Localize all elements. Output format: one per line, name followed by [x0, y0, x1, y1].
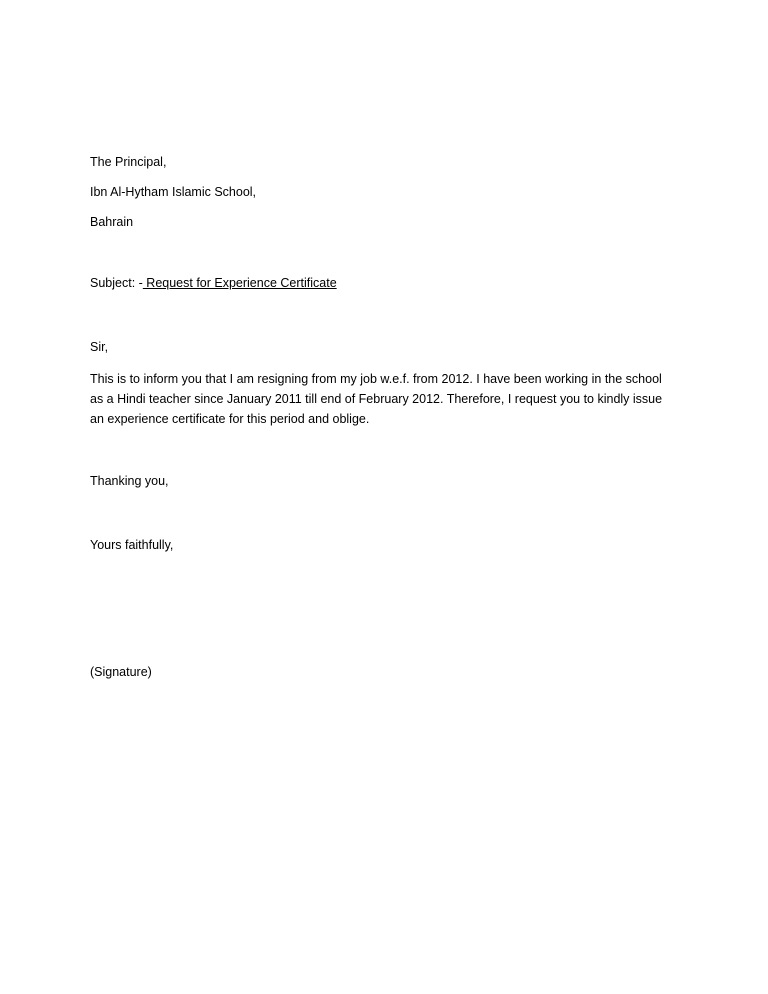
subject-line — [90, 273, 337, 293]
recipient-school: Ibn Al-Hytham Islamic School, — [90, 185, 257, 199]
closing-line: Yours faithfully, — [90, 538, 174, 552]
signature-placeholder: (Signature) — [90, 665, 152, 679]
thanks-line: Thanking you, — [90, 474, 169, 488]
subject-label: Subject: - — [90, 276, 143, 290]
body-line-3: an experience certificate for this period and oblige. — [90, 412, 370, 426]
body-paragraph — [90, 369, 690, 429]
salutation: Sir, — [90, 340, 109, 354]
body-line-1: This is to inform you that I am resigning from my job w.e.f. from 2012. I have been working in the school — [90, 372, 662, 386]
subject-text: Request for Experience Certificate — [142, 276, 337, 290]
recipient-location: Bahrain — [90, 215, 134, 229]
body-line-2: as a Hindi teacher since January 2011 till end of February 2012. Therefore, I request you to kindly issue — [90, 392, 663, 406]
recipient-title: The Principal, — [90, 155, 167, 169]
